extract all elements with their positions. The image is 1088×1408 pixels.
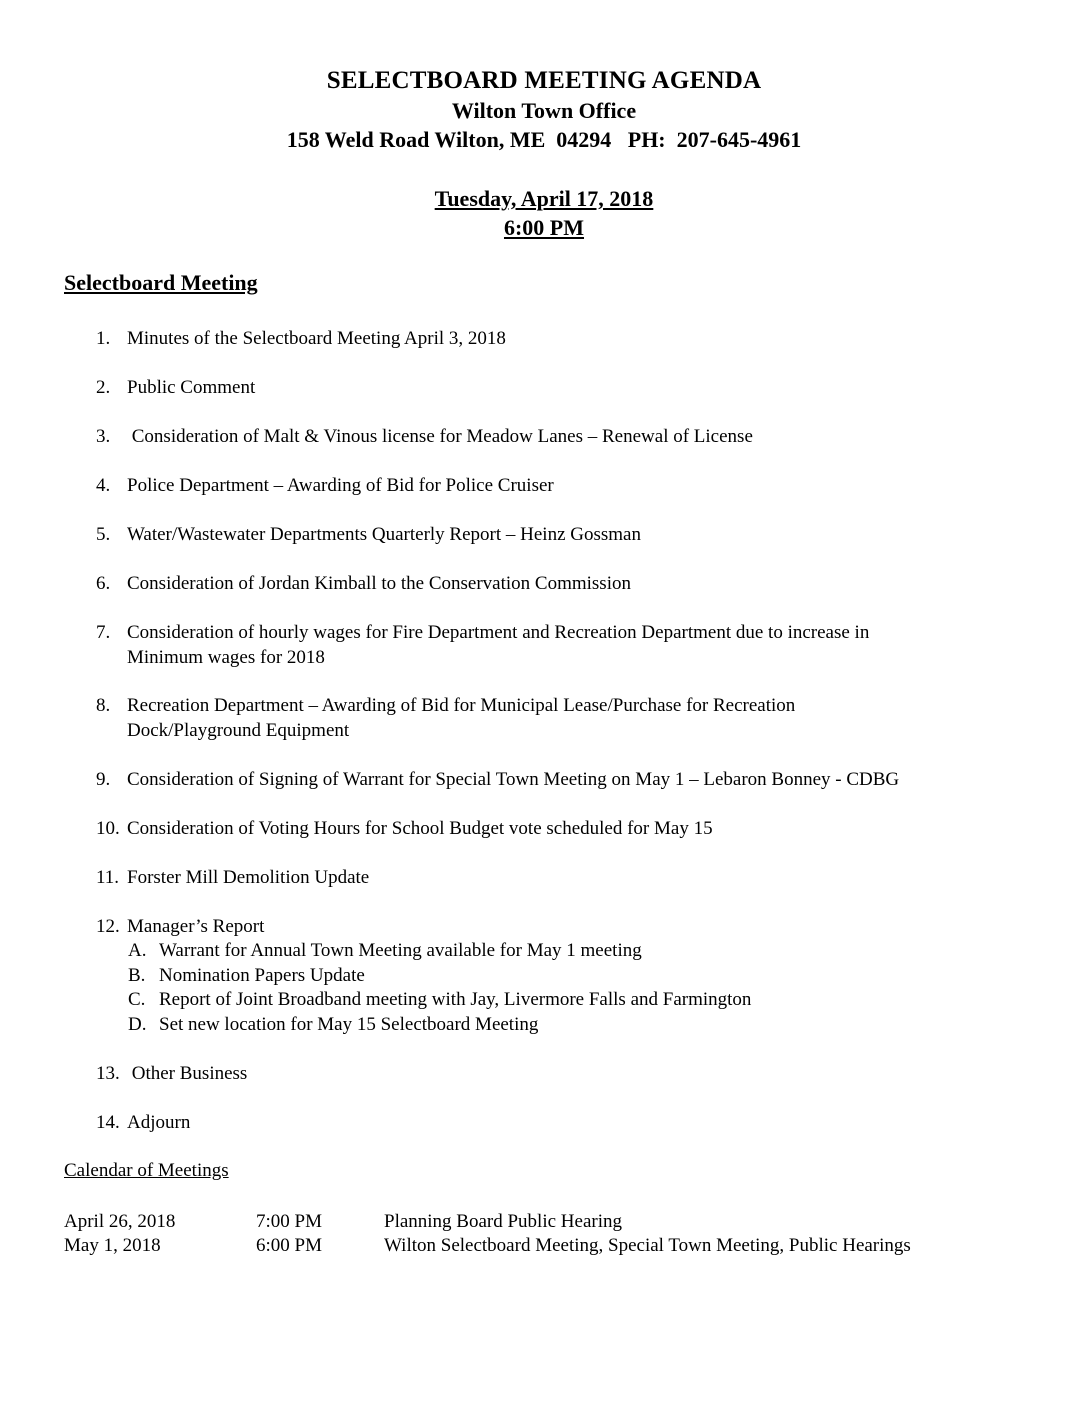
agenda-number: 14. xyxy=(96,1112,120,1133)
sub-item-letter: D. xyxy=(128,1014,147,1035)
manager-report-item-d xyxy=(128,1013,538,1038)
agenda-number: 3. xyxy=(96,426,111,447)
agenda-text: Minutes of the Selectboard Meeting April 3, 2018 xyxy=(127,328,506,349)
agenda-text: Consideration of hourly wages for Fire Department and Recreation Department due to increase in xyxy=(127,622,870,643)
agenda-item-8 xyxy=(96,694,795,743)
calendar-heading: Calendar of Meetings xyxy=(64,1160,229,1181)
manager-report-item-c xyxy=(128,988,751,1013)
manager-report-item-a xyxy=(128,939,642,964)
sub-item-letter: A. xyxy=(128,940,147,961)
agenda-text: Consideration of Malt & Vinous license for Meadow Lanes – Renewal of License xyxy=(127,426,753,447)
office-name: Wilton Town Office xyxy=(451,98,637,123)
agenda-number: 7. xyxy=(96,622,111,643)
agenda-item-1 xyxy=(96,327,506,352)
agenda-text: Consideration of Jordan Kimball to the Conservation Commission xyxy=(127,573,631,594)
calendar-description: Wilton Selectboard Meeting, Special Town Meeting, Public Hearings xyxy=(384,1235,911,1256)
agenda-item-2 xyxy=(96,376,255,401)
agenda-text: Public Comment xyxy=(127,377,256,398)
agenda-number: 8. xyxy=(96,695,111,716)
agenda-item-7 xyxy=(96,621,869,670)
agenda-number: 10. xyxy=(96,818,120,839)
agenda-text: Water/Wastewater Departments Quarterly Report – Heinz Gossman xyxy=(127,524,641,545)
agenda-number: 4. xyxy=(96,475,111,496)
sub-item-text: Report of Joint Broadband meeting with Jay, Livermore Falls and Farmington xyxy=(159,989,752,1010)
document-header xyxy=(0,66,1088,154)
agenda-number: 9. xyxy=(96,769,111,790)
agenda-number: 6. xyxy=(96,573,111,594)
manager-report-item-b xyxy=(128,964,365,989)
calendar-time: 7:00 PM xyxy=(256,1211,322,1232)
calendar-time: 6:00 PM xyxy=(256,1235,322,1256)
agenda-number: 12. xyxy=(96,916,120,937)
agenda-number: 1. xyxy=(96,328,111,349)
agenda-text-continued: Dock/Playground Equipment xyxy=(127,719,350,741)
document-title: SELECTBOARD MEETING AGENDA xyxy=(326,67,762,94)
agenda-text: Manager’s Report xyxy=(127,916,265,937)
agenda-number: 2. xyxy=(96,377,111,398)
sub-item-text: Warrant for Annual Town Meeting available for May 1 meeting xyxy=(159,940,642,961)
agenda-text: Forster Mill Demolition Update xyxy=(127,867,370,888)
calendar-date: May 1, 2018 xyxy=(64,1235,161,1256)
agenda-item-6 xyxy=(96,572,631,597)
agenda-text: Adjourn xyxy=(127,1112,191,1133)
sub-item-text: Set new location for May 15 Selectboard Meeting xyxy=(159,1014,539,1035)
agenda-number: 5. xyxy=(96,524,111,545)
agenda-item-4 xyxy=(96,474,554,499)
agenda-item-3 xyxy=(96,425,753,450)
agenda-text: Consideration of Voting Hours for School Budget vote scheduled for May 15 xyxy=(127,818,713,839)
agenda-item-10 xyxy=(96,817,713,842)
office-address: 158 Weld Road Wilton, ME 04294 PH: 207-645-4961 xyxy=(286,127,802,152)
agenda-number: 13. xyxy=(96,1063,120,1084)
agenda-item-14 xyxy=(96,1111,190,1136)
agenda-text: Recreation Department – Awarding of Bid for Municipal Lease/Purchase for Recreation xyxy=(127,695,796,716)
meeting-date: Tuesday, April 17, 2018 xyxy=(434,186,654,211)
calendar-description: Planning Board Public Hearing xyxy=(384,1211,622,1232)
meeting-time: 6:00 PM xyxy=(503,215,585,240)
agenda-number: 11. xyxy=(96,867,120,888)
section-heading: Selectboard Meeting xyxy=(64,270,258,295)
agenda-text-continued: Minimum wages for 2018 xyxy=(127,646,325,668)
agenda-text: Other Business xyxy=(127,1063,248,1084)
agenda-item-13 xyxy=(96,1062,247,1087)
sub-item-letter: B. xyxy=(128,965,146,986)
agenda-text: Consideration of Signing of Warrant for Special Town Meeting on May 1 – Lebaron Bonney - CDBG xyxy=(127,769,900,790)
agenda-item-9 xyxy=(96,768,899,793)
sub-item-letter: C. xyxy=(128,989,146,1010)
agenda-text: Police Department – Awarding of Bid for Police Cruiser xyxy=(127,475,554,496)
agenda-item-11 xyxy=(96,866,369,891)
sub-item-text: Nomination Papers Update xyxy=(159,965,365,986)
meeting-datetime xyxy=(0,184,1088,242)
agenda-item-12 xyxy=(96,915,264,940)
calendar-date: April 26, 2018 xyxy=(64,1211,176,1232)
agenda-item-5 xyxy=(96,523,641,548)
